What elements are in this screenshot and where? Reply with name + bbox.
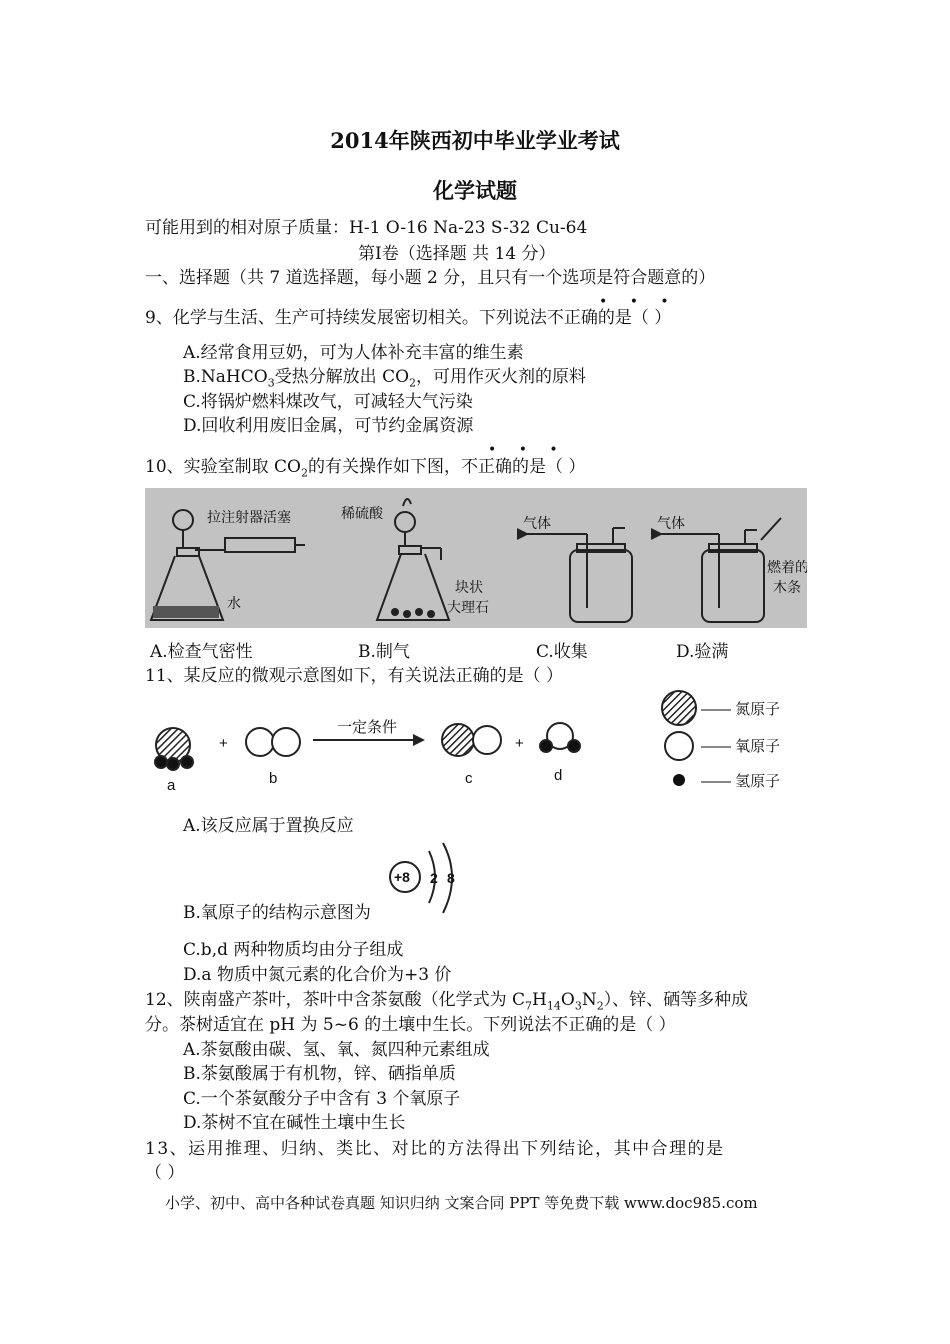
label-c: c [465,770,473,787]
q9-option-d: D.回收利用废旧金属，可节约金属资源 [183,416,474,436]
emphasis-dots: • • • [599,294,678,310]
q9-option-a: A.经常食用豆奶，可为人体补充丰富的维生素 [183,343,524,363]
legend-oxygen: —— 氧原子 [701,738,781,755]
nucleus-charge: +8 [394,869,410,885]
q9-stem: 9、化学与生活、生产可持续发展密切相关。下列说法不正确的是（ ） [145,308,672,328]
label-a: a [167,777,176,794]
reaction-condition: 一定条件 [337,719,398,736]
label-burning-stick-2: 木条 [773,579,801,595]
q11-option-b: B.氧原子的结构示意图为 [183,903,371,923]
label-syringe: 拉注射器活塞 [207,509,291,525]
label-marble-2: 大理石 [447,599,489,615]
q11-option-c: C.b,d 两种物质均由分子组成 [183,940,404,960]
q12-stem-line-1: 12、陕南盛产茶叶，茶叶中含茶氨酸（化学式为 $C_7H_{14}O_3N_2$）、锌、硒等多种成 [145,990,749,1013]
label-gas-2: 气体 [657,515,685,531]
q11-option-d: D.a 物质中氮元素的化合价为+3 价 [183,965,452,985]
q11-stem: 11、某反应的微观示意图如下，有关说法正确的是（ ） [145,666,564,686]
label-marble-1: 块状 [455,579,483,595]
emphasis-dots: • • • [488,442,567,458]
label-d: d [554,767,563,784]
q12-option-b: B.茶氨酸属于有机物，锌、硒指单质 [183,1064,456,1084]
q10-option-b: B.制气 [358,642,410,662]
q12-stem-line-2: 分。茶树适宜在 pH 为 5~6 的土壤中生长。下列说法不正确的是（ ） [145,1015,676,1035]
q10-apparatus-figure [145,488,807,628]
label-acid: 稀硫酸 [341,505,383,521]
q12-option-d: D.茶树不宜在碱性土壤中生长 [183,1113,406,1133]
q12-option-a: A.茶氨酸由碳、氢、氧、氮四种元素组成 [183,1040,490,1060]
section-heading: 一、选择题（共 7 道选择题，每小题 2 分，且只有一个选项是符合题意的） [145,268,716,288]
exam-title: 2014年陕西初中毕业学业考试 [330,128,620,153]
label-b: b [269,770,278,787]
atomic-masses: 可能用到的相对原子质量：H-1 O-16 Na-23 S-32 Cu-64 [145,218,588,238]
q11-option-a: A.该反应属于置换反应 [183,816,354,836]
q9-option-b: B.NaHCO$_3$受热分解放出 $CO_2$，可用作灭火剂的原料 [183,367,587,390]
electron-shell-2: 8 [447,870,455,886]
apparatus-drawing [145,488,807,628]
plus-2: + [515,735,524,752]
q10-option-a: A.检查气密性 [150,642,253,662]
q10-option-d: D.验满 [676,642,729,662]
electron-shell-1: 2 [430,870,438,886]
label-water: 水 [227,595,241,611]
page-footer: 小学、初中、高中各种试卷真题 知识归纳 文案合同 PPT 等免费下载 www.doc985.com [165,1194,758,1212]
label-burning-stick-1: 燃着的 [767,559,807,575]
exam-subtitle: 化学试题 [433,178,517,203]
q10-stem: 10、实验室制取 $CO_2$的有关操作如下图，不正确的是（ ） [145,457,586,480]
q11-molecule-figure [145,690,810,800]
q9-option-c: C.将锅炉燃料煤改气，可减轻大气污染 [183,392,473,412]
q13-stem-line-1: 13、运用推理、归纳、类比、对比的方法得出下列结论，其中合理的是 [145,1139,725,1159]
q13-stem-line-2: （ ） [145,1163,185,1183]
molecule-drawing [145,690,810,800]
label-gas-1: 气体 [523,515,551,531]
q12-option-c: C.一个茶氨酸分子中含有 3 个氧原子 [183,1089,461,1109]
atom-shell-drawing [385,835,465,925]
q10-option-c: C.收集 [536,642,588,662]
volume-heading: 第Ⅰ卷（选择题 共 14 分） [358,244,556,264]
legend-hydrogen: —— 氢原子 [701,773,781,790]
plus-1: + [219,735,228,752]
legend-nitrogen: —— 氮原子 [701,701,781,718]
oxygen-atom-structure-diagram [385,835,465,925]
